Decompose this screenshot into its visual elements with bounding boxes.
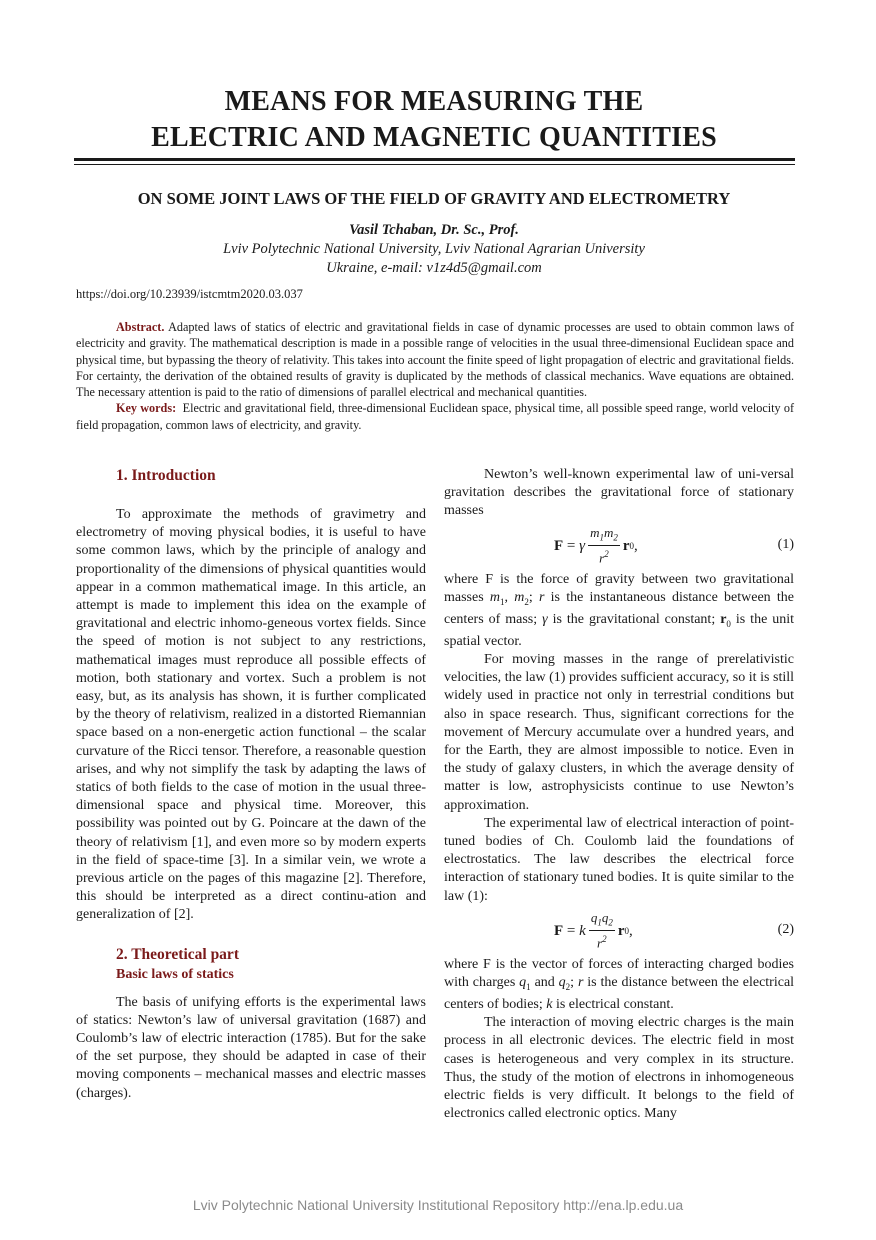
header-rule-thick	[74, 158, 795, 161]
repository-footer[interactable]: Lviv Polytechnic National University Institutional Repository http://ena.lp.edu.ua	[192, 1197, 684, 1213]
affiliation-line1: Lviv Polytechnic National University, Lviv National Agrarian University	[223, 241, 645, 257]
header-rule-thin	[74, 164, 795, 165]
equation-2-number: (2)	[777, 921, 794, 937]
article-title: ON SOME JOINT LAWS OF THE FIELD OF GRAVITY AND ELECTROMETRY	[137, 189, 731, 208]
abstract-label: Abstract.	[116, 320, 165, 334]
equation-1	[444, 525, 794, 567]
equation-1-formula: F = γ $\frac{m_1m_2}{r^2}$ r 0 ,	[554, 524, 638, 566]
prerelativistic-paragraph: For moving masses in the range of prerelativistic velocities, the law (1) provides sufficient accuracy, so it is still widely used in practice not only in terrestrial conditions but also in space research. Thus, significant corrections for the movement of Mercury accumulate over a hundred years, and for the Earth, they are almost impossible to notice. Even in the study of galaxy clusters, in which the average density of matter is low, astrophysicists continue to use Newton’s approximation.	[444, 652, 794, 813]
coulomb-paragraph: The experimental law of electrical interaction of point-tuned bodies of Ch. Coulomb laid the foundations of electrostatics. The law describes the electrical force interaction of stationary tuned bodies. It is quite similar to the law (1):	[444, 815, 794, 904]
newton-terms-paragraph: where F is the force of gravity between two gravitational masses $m_1$, $m_2$; r is the instantaneous distance between the centers of mass; γ is the gravitational constant; $r_0$ is the unit spatial vector.	[444, 571, 795, 649]
abstract-paragraph	[76, 319, 794, 400]
statics-paragraph: The basis of unifying efforts is the experimental laws of statics: Newton’s law of universal gravitation (1687) and Coulomb’s law of electric interaction (1785). But for the sake of the set purpose, they should be adapted in case of their moving components – mechanical masses and electric masses (charges).	[76, 994, 426, 1101]
newton-paragraph: Newton’s well-known experimental law of uni-versal gravitation describes the gravitational force of stationary masses	[444, 467, 794, 519]
affiliation	[74, 240, 794, 278]
section-header	[74, 84, 794, 156]
keywords-text: Electric and gravitational field, three-dimensional Euclidean space, physical time, all possible speed range, world velocity of field propagation, common laws of electricity, and gravity.	[76, 401, 795, 432]
section-header-line1: MEANS FOR MEASURING THE	[224, 86, 644, 117]
intro-heading: 1. Introduction	[116, 467, 216, 484]
right-column	[444, 466, 794, 1123]
equation-2-formula: F = k $\frac{q_1q_2}{r^2}$ r 0 ,	[554, 909, 633, 951]
equation-1-number: (1)	[777, 536, 794, 552]
intro-paragraph: To approximate the methods of gravimetry and electrometry of moving physical bodies, it is useful to have some common laws, which by the principle of analogy and proportionality of the dimensions of physical quantities would appear in a common mathematical image. In this article, an attempt is made to implement this idea on the example of gravitational and electric inhomo-geneous vortex fields. Since the speed of motion is not subject to any restrictions, mathematical images must reproduce all possible effects of motion, both stationary and vortex. Such a problem is not easy, but, as its analysis has shown, it is further complicated by the theory of relativism, realized in a distorted Riemannian space based on a non-energetic action functional – the scalar curvature of the Ricci tensor. Therefore, a reasonable question arises, and why not simplify the task by adapting the laws of statics of both fields to the case of motion in the usual three-dimensional space and physical time. Moreover, this possibility was pointed out by G. Poincare at the dawn of the theory of relativism [1], and even more so by modern experts in the field of space-time [3]. In a similar vein, we wrote a previous article on the pages of this magazine [2]. Therefore, this should be interpreted as a direct continu-ation and generalization of [2].	[76, 507, 426, 923]
coulomb-terms-paragraph: where F is the vector of forces of interacting charged bodies with charges $q_1$ and $q_2$; r is the distance between the electrical centers of bodies; k is electrical constant.	[444, 956, 795, 1013]
equation-2	[444, 910, 794, 952]
abstract-text: Adapted laws of statics of electric and gravitational fields in case of dynamic processes are used to obtain common laws of electricity and gravity. The mathematical description is made in a possible range of velocities in the usual three-dimensional Euclidean space and physical time, but bypassing the theory of relativity. This takes into account the finite speed of light propagation of electric and gravitational fields. For certainty, the derivation of the obtained results of gravity is duplicated by the methods of classical mechanics. Wave equations are obtained. The necessary attention is paid to the ratio of dimensions of parallel electrical and mechanical quantities.	[76, 320, 794, 400]
keywords-label: Key words:	[116, 401, 177, 416]
electronics-paragraph: The interaction of moving electric charges is the main process in all electronic devices. The electric field in most cases is heterogeneous and very complex in its structure. Thus, the study of the motion of electrons in inhomogeneous electric fields is very difficult. It belongs to the field of electronics called electronic optics. Many	[444, 1015, 794, 1122]
theory-heading: 2. Theoretical part	[116, 945, 239, 963]
statics-heading: Basic laws of statics	[116, 966, 234, 982]
abstract-block	[76, 319, 794, 433]
affiliation-line2: Ukraine, e-mail: v1z4d5@gmail.com	[326, 260, 542, 276]
left-column	[76, 466, 426, 1103]
doi-link[interactable]: https://doi.org/10.23939/istcmtm2020.03.037	[76, 287, 303, 301]
author-line: Vasil Tchaban, Dr. Sc., Prof.	[349, 222, 519, 238]
section-header-line2: ELECTRIC AND MAGNETIC QUANTITIES	[151, 122, 717, 153]
keywords-paragraph	[76, 400, 794, 433]
